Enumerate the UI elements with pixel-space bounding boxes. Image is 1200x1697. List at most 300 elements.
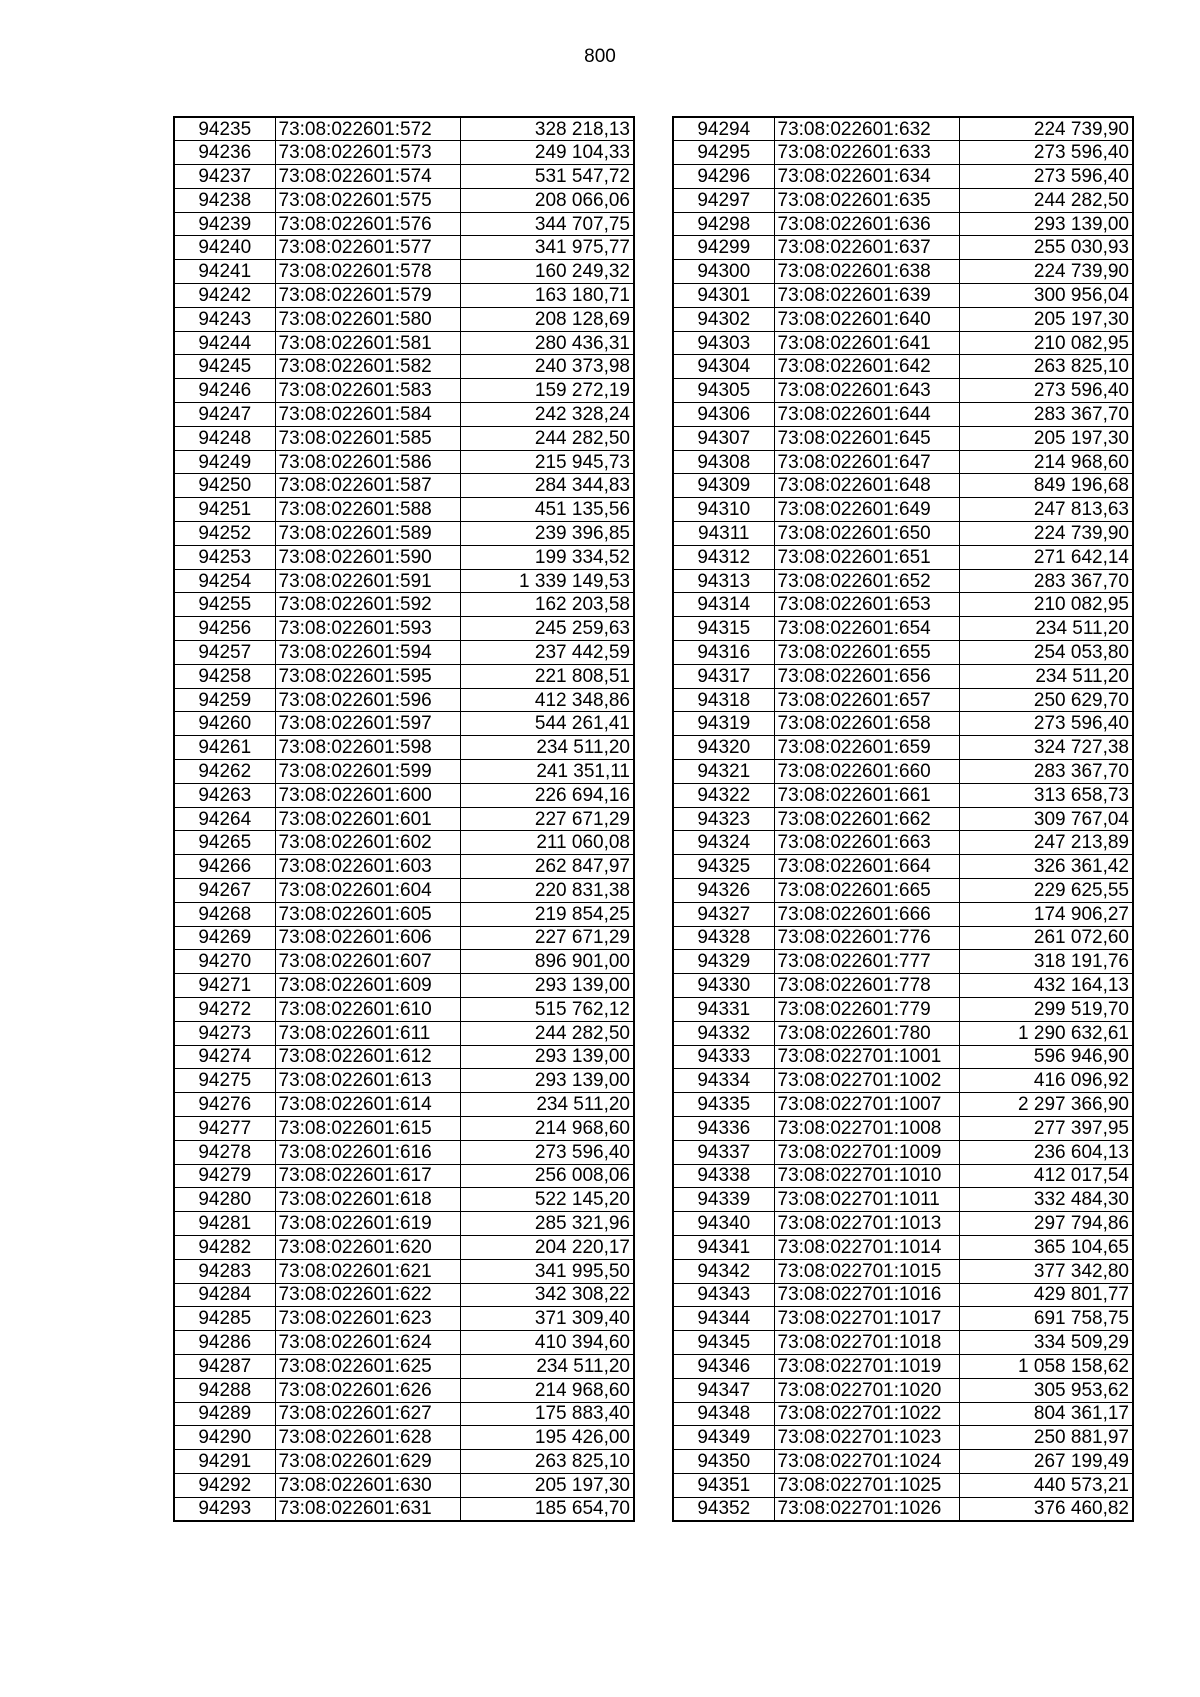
table-row bbox=[174, 331, 634, 355]
value-cell: 293 139,00 bbox=[959, 212, 1133, 236]
value-cell: 234 511,20 bbox=[959, 617, 1133, 641]
cadastral-number-cell: 73:08:022601:621 bbox=[275, 1259, 460, 1283]
value-cell: 261 072,60 bbox=[959, 926, 1133, 950]
value-cell: 1 339 149,53 bbox=[460, 569, 634, 593]
value-cell: 691 758,75 bbox=[959, 1307, 1133, 1331]
value-cell: 300 956,04 bbox=[959, 284, 1133, 308]
value-cell: 219 854,25 bbox=[460, 902, 634, 926]
table-row bbox=[174, 855, 634, 879]
value-cell: 208 128,69 bbox=[460, 307, 634, 331]
cadastral-number-cell: 73:08:022601:597 bbox=[275, 712, 460, 736]
value-cell: 204 220,17 bbox=[460, 1235, 634, 1259]
value-cell: 285 321,96 bbox=[460, 1212, 634, 1236]
cadastral-number-cell: 73:08:022701:1025 bbox=[774, 1473, 959, 1497]
table-row bbox=[174, 450, 634, 474]
cadastral-number-cell: 73:08:022601:595 bbox=[275, 664, 460, 688]
cadastral-number-cell: 73:08:022601:573 bbox=[275, 141, 460, 165]
value-cell: 299 519,70 bbox=[959, 997, 1133, 1021]
row-number-cell: 94301 bbox=[673, 284, 774, 308]
table-row bbox=[673, 355, 1133, 379]
value-cell: 342 308,22 bbox=[460, 1283, 634, 1307]
cadastral-number-cell: 73:08:022601:578 bbox=[275, 260, 460, 284]
cadastral-number-cell: 73:08:022601:588 bbox=[275, 498, 460, 522]
cadastral-number-cell: 73:08:022601:666 bbox=[774, 902, 959, 926]
row-number-cell: 94304 bbox=[673, 355, 774, 379]
row-number-cell: 94288 bbox=[174, 1378, 275, 1402]
cadastral-number-cell: 73:08:022601:596 bbox=[275, 688, 460, 712]
cadastral-number-cell: 73:08:022601:624 bbox=[275, 1331, 460, 1355]
cadastral-number-cell: 73:08:022601:572 bbox=[275, 117, 460, 141]
cadastral-number-cell: 73:08:022601:656 bbox=[774, 664, 959, 688]
row-number-cell: 94320 bbox=[673, 736, 774, 760]
value-cell: 283 367,70 bbox=[959, 403, 1133, 427]
value-cell: 205 197,30 bbox=[460, 1473, 634, 1497]
row-number-cell: 94295 bbox=[673, 141, 774, 165]
row-number-cell: 94335 bbox=[673, 1093, 774, 1117]
cadastral-number-cell: 73:08:022601:637 bbox=[774, 236, 959, 260]
table-row bbox=[673, 593, 1133, 617]
table-row bbox=[673, 188, 1133, 212]
value-cell: 247 813,63 bbox=[959, 498, 1133, 522]
value-cell: 271 642,14 bbox=[959, 545, 1133, 569]
row-number-cell: 94249 bbox=[174, 450, 275, 474]
table-row bbox=[174, 831, 634, 855]
cadastral-number-cell: 73:08:022601:592 bbox=[275, 593, 460, 617]
cadastral-number-cell: 73:08:022601:638 bbox=[774, 260, 959, 284]
row-number-cell: 94336 bbox=[673, 1116, 774, 1140]
row-number-cell: 94247 bbox=[174, 403, 275, 427]
row-number-cell: 94236 bbox=[174, 141, 275, 165]
cadastral-number-cell: 73:08:022601:600 bbox=[275, 783, 460, 807]
table-row bbox=[673, 522, 1133, 546]
cadastral-number-cell: 73:08:022601:662 bbox=[774, 807, 959, 831]
table-row bbox=[673, 212, 1133, 236]
table-row bbox=[673, 831, 1133, 855]
row-number-cell: 94345 bbox=[673, 1331, 774, 1355]
value-cell: 227 671,29 bbox=[460, 926, 634, 950]
table-row bbox=[673, 1259, 1133, 1283]
table-row bbox=[673, 1307, 1133, 1331]
table-row bbox=[174, 593, 634, 617]
table-row bbox=[174, 1235, 634, 1259]
cadastral-number-cell: 73:08:022601:643 bbox=[774, 379, 959, 403]
value-cell: 240 373,98 bbox=[460, 355, 634, 379]
row-number-cell: 94259 bbox=[174, 688, 275, 712]
value-cell: 273 596,40 bbox=[460, 1140, 634, 1164]
table-row bbox=[673, 926, 1133, 950]
table-row bbox=[673, 760, 1133, 784]
row-number-cell: 94262 bbox=[174, 760, 275, 784]
page-number: 800 bbox=[584, 46, 616, 67]
table-row bbox=[174, 1378, 634, 1402]
row-number-cell: 94344 bbox=[673, 1307, 774, 1331]
table-row bbox=[673, 902, 1133, 926]
row-number-cell: 94329 bbox=[673, 950, 774, 974]
row-number-cell: 94331 bbox=[673, 997, 774, 1021]
value-cell: 451 135,56 bbox=[460, 498, 634, 522]
table-row bbox=[174, 236, 634, 260]
value-cell: 522 145,20 bbox=[460, 1188, 634, 1212]
table-row bbox=[673, 641, 1133, 665]
table-row bbox=[673, 736, 1133, 760]
value-cell: 239 396,85 bbox=[460, 522, 634, 546]
value-cell: 412 348,86 bbox=[460, 688, 634, 712]
value-cell: 224 739,90 bbox=[959, 522, 1133, 546]
table-row bbox=[673, 117, 1133, 141]
cadastral-number-cell: 73:08:022601:615 bbox=[275, 1116, 460, 1140]
cadastral-number-cell: 73:08:022601:650 bbox=[774, 522, 959, 546]
value-cell: 515 762,12 bbox=[460, 997, 634, 1021]
cadastral-number-cell: 73:08:022601:614 bbox=[275, 1093, 460, 1117]
cadastral-number-cell: 73:08:022601:585 bbox=[275, 426, 460, 450]
value-cell: 277 397,95 bbox=[959, 1116, 1133, 1140]
row-number-cell: 94303 bbox=[673, 331, 774, 355]
value-cell: 205 197,30 bbox=[959, 307, 1133, 331]
cadastral-number-cell: 73:08:022601:577 bbox=[275, 236, 460, 260]
cadastral-number-cell: 73:08:022601:636 bbox=[774, 212, 959, 236]
value-cell: 174 906,27 bbox=[959, 902, 1133, 926]
value-cell: 160 249,32 bbox=[460, 260, 634, 284]
row-number-cell: 94292 bbox=[174, 1473, 275, 1497]
row-number-cell: 94317 bbox=[673, 664, 774, 688]
value-cell: 365 104,65 bbox=[959, 1235, 1133, 1259]
row-number-cell: 94305 bbox=[673, 379, 774, 403]
row-number-cell: 94324 bbox=[673, 831, 774, 855]
table-row bbox=[174, 617, 634, 641]
value-cell: 896 901,00 bbox=[460, 950, 634, 974]
cadastral-number-cell: 73:08:022601:659 bbox=[774, 736, 959, 760]
cadastral-number-cell: 73:08:022601:648 bbox=[774, 474, 959, 498]
cadastral-number-cell: 73:08:022701:1015 bbox=[774, 1259, 959, 1283]
cadastral-number-cell: 73:08:022601:617 bbox=[275, 1164, 460, 1188]
table-row bbox=[673, 450, 1133, 474]
cadastral-number-cell: 73:08:022601:618 bbox=[275, 1188, 460, 1212]
table-row bbox=[174, 1164, 634, 1188]
table-row bbox=[673, 569, 1133, 593]
row-number-cell: 94297 bbox=[673, 188, 774, 212]
table-row bbox=[174, 1307, 634, 1331]
row-number-cell: 94260 bbox=[174, 712, 275, 736]
table-row bbox=[673, 1378, 1133, 1402]
row-number-cell: 94275 bbox=[174, 1069, 275, 1093]
cadastral-number-cell: 73:08:022701:1007 bbox=[774, 1093, 959, 1117]
value-cell: 544 261,41 bbox=[460, 712, 634, 736]
row-number-cell: 94267 bbox=[174, 879, 275, 903]
row-number-cell: 94238 bbox=[174, 188, 275, 212]
table-row bbox=[673, 1283, 1133, 1307]
cadastral-number-cell: 73:08:022601:575 bbox=[275, 188, 460, 212]
table-row bbox=[174, 569, 634, 593]
table-row bbox=[673, 1354, 1133, 1378]
value-cell: 234 511,20 bbox=[460, 1093, 634, 1117]
row-number-cell: 94316 bbox=[673, 641, 774, 665]
table-row bbox=[174, 522, 634, 546]
cadastral-number-cell: 73:08:022601:629 bbox=[275, 1450, 460, 1474]
row-number-cell: 94313 bbox=[673, 569, 774, 593]
table-row bbox=[174, 1140, 634, 1164]
table-row bbox=[174, 1212, 634, 1236]
table-row bbox=[673, 141, 1133, 165]
cadastral-number-cell: 73:08:022601:644 bbox=[774, 403, 959, 427]
table-row bbox=[174, 807, 634, 831]
row-number-cell: 94266 bbox=[174, 855, 275, 879]
cadastral-number-cell: 73:08:022601:584 bbox=[275, 403, 460, 427]
cadastral-number-cell: 73:08:022601:630 bbox=[275, 1473, 460, 1497]
cadastral-number-cell: 73:08:022601:620 bbox=[275, 1235, 460, 1259]
value-cell: 244 282,50 bbox=[460, 1021, 634, 1045]
value-cell: 318 191,76 bbox=[959, 950, 1133, 974]
value-cell: 263 825,10 bbox=[460, 1450, 634, 1474]
value-cell: 234 511,20 bbox=[959, 664, 1133, 688]
value-cell: 313 658,73 bbox=[959, 783, 1133, 807]
row-number-cell: 94350 bbox=[673, 1450, 774, 1474]
cadastral-number-cell: 73:08:022601:780 bbox=[774, 1021, 959, 1045]
table-row bbox=[174, 1426, 634, 1450]
value-cell: 376 460,82 bbox=[959, 1497, 1133, 1521]
cadastral-number-cell: 73:08:022601:611 bbox=[275, 1021, 460, 1045]
value-cell: 283 367,70 bbox=[959, 569, 1133, 593]
row-number-cell: 94244 bbox=[174, 331, 275, 355]
row-number-cell: 94245 bbox=[174, 355, 275, 379]
row-number-cell: 94294 bbox=[673, 117, 774, 141]
row-number-cell: 94250 bbox=[174, 474, 275, 498]
value-cell: 255 030,93 bbox=[959, 236, 1133, 260]
row-number-cell: 94340 bbox=[673, 1212, 774, 1236]
row-number-cell: 94286 bbox=[174, 1331, 275, 1355]
row-number-cell: 94332 bbox=[673, 1021, 774, 1045]
value-cell: 162 203,58 bbox=[460, 593, 634, 617]
table-row bbox=[673, 331, 1133, 355]
value-cell: 221 808,51 bbox=[460, 664, 634, 688]
cadastral-number-cell: 73:08:022601:601 bbox=[275, 807, 460, 831]
row-number-cell: 94298 bbox=[673, 212, 774, 236]
row-number-cell: 94281 bbox=[174, 1212, 275, 1236]
row-number-cell: 94277 bbox=[174, 1116, 275, 1140]
table-row bbox=[174, 474, 634, 498]
value-cell: 220 831,38 bbox=[460, 879, 634, 903]
row-number-cell: 94242 bbox=[174, 284, 275, 308]
cadastral-number-cell: 73:08:022601:613 bbox=[275, 1069, 460, 1093]
table-row bbox=[174, 165, 634, 189]
table-row bbox=[673, 617, 1133, 641]
value-cell: 273 596,40 bbox=[959, 379, 1133, 403]
cadastral-number-cell: 73:08:022601:602 bbox=[275, 831, 460, 855]
table-row bbox=[174, 545, 634, 569]
row-number-cell: 94346 bbox=[673, 1354, 774, 1378]
table-row bbox=[174, 1093, 634, 1117]
table-row bbox=[174, 141, 634, 165]
value-cell: 227 671,29 bbox=[460, 807, 634, 831]
cadastral-number-cell: 73:08:022601:587 bbox=[275, 474, 460, 498]
cadastral-number-cell: 73:08:022601:619 bbox=[275, 1212, 460, 1236]
row-number-cell: 94287 bbox=[174, 1354, 275, 1378]
table-row bbox=[174, 284, 634, 308]
value-cell: 334 509,29 bbox=[959, 1331, 1133, 1355]
value-cell: 210 082,95 bbox=[959, 593, 1133, 617]
row-number-cell: 94285 bbox=[174, 1307, 275, 1331]
table-row bbox=[673, 1235, 1133, 1259]
cadastral-number-cell: 73:08:022601:623 bbox=[275, 1307, 460, 1331]
row-number-cell: 94349 bbox=[673, 1426, 774, 1450]
row-number-cell: 94273 bbox=[174, 1021, 275, 1045]
cadastral-number-cell: 73:08:022601:580 bbox=[275, 307, 460, 331]
value-cell: 410 394,60 bbox=[460, 1331, 634, 1355]
table-row bbox=[174, 307, 634, 331]
table-row bbox=[174, 902, 634, 926]
value-cell: 263 825,10 bbox=[959, 355, 1133, 379]
row-number-cell: 94352 bbox=[673, 1497, 774, 1521]
cadastral-number-cell: 73:08:022601:574 bbox=[275, 165, 460, 189]
table-row bbox=[673, 664, 1133, 688]
value-cell: 309 767,04 bbox=[959, 807, 1133, 831]
value-cell: 273 596,40 bbox=[959, 712, 1133, 736]
table-row bbox=[673, 1212, 1133, 1236]
cadastral-number-cell: 73:08:022601:779 bbox=[774, 997, 959, 1021]
cadastral-number-cell: 73:08:022601:610 bbox=[275, 997, 460, 1021]
table-row bbox=[174, 1497, 634, 1521]
row-number-cell: 94308 bbox=[673, 450, 774, 474]
table-row bbox=[174, 379, 634, 403]
value-cell: 241 351,11 bbox=[460, 760, 634, 784]
table-row bbox=[174, 426, 634, 450]
value-cell: 229 625,55 bbox=[959, 879, 1133, 903]
table-row bbox=[174, 641, 634, 665]
row-number-cell: 94278 bbox=[174, 1140, 275, 1164]
cadastral-number-cell: 73:08:022701:1009 bbox=[774, 1140, 959, 1164]
table-row bbox=[673, 545, 1133, 569]
table-row bbox=[174, 355, 634, 379]
value-cell: 293 139,00 bbox=[460, 974, 634, 998]
value-cell: 284 344,83 bbox=[460, 474, 634, 498]
value-cell: 328 218,13 bbox=[460, 117, 634, 141]
table-row bbox=[174, 1188, 634, 1212]
cadastral-number-cell: 73:08:022601:642 bbox=[774, 355, 959, 379]
table-row bbox=[673, 236, 1133, 260]
value-cell: 247 213,89 bbox=[959, 831, 1133, 855]
value-cell: 250 881,97 bbox=[959, 1426, 1133, 1450]
table-row bbox=[174, 188, 634, 212]
table-row bbox=[174, 760, 634, 784]
value-cell: 262 847,97 bbox=[460, 855, 634, 879]
row-number-cell: 94342 bbox=[673, 1259, 774, 1283]
row-number-cell: 94282 bbox=[174, 1235, 275, 1259]
value-cell: 293 139,00 bbox=[460, 1069, 634, 1093]
row-number-cell: 94263 bbox=[174, 783, 275, 807]
table-row bbox=[673, 1426, 1133, 1450]
value-cell: 159 272,19 bbox=[460, 379, 634, 403]
value-cell: 205 197,30 bbox=[959, 426, 1133, 450]
row-number-cell: 94239 bbox=[174, 212, 275, 236]
value-cell: 249 104,33 bbox=[460, 141, 634, 165]
cadastral-number-cell: 73:08:022601:652 bbox=[774, 569, 959, 593]
table-row bbox=[673, 1402, 1133, 1426]
row-number-cell: 94289 bbox=[174, 1402, 275, 1426]
table-row bbox=[174, 260, 634, 284]
value-cell: 244 282,50 bbox=[460, 426, 634, 450]
cadastral-number-cell: 73:08:022601:604 bbox=[275, 879, 460, 903]
cadastral-number-cell: 73:08:022701:1010 bbox=[774, 1164, 959, 1188]
cadastral-number-cell: 73:08:022601:594 bbox=[275, 641, 460, 665]
table-row bbox=[673, 1045, 1133, 1069]
row-number-cell: 94299 bbox=[673, 236, 774, 260]
table-row bbox=[174, 1116, 634, 1140]
value-cell: 849 196,68 bbox=[959, 474, 1133, 498]
row-number-cell: 94272 bbox=[174, 997, 275, 1021]
row-number-cell: 94283 bbox=[174, 1259, 275, 1283]
value-cell: 214 968,60 bbox=[460, 1378, 634, 1402]
table-row bbox=[174, 1069, 634, 1093]
row-number-cell: 94321 bbox=[673, 760, 774, 784]
row-number-cell: 94290 bbox=[174, 1426, 275, 1450]
row-number-cell: 94309 bbox=[673, 474, 774, 498]
cadastral-number-cell: 73:08:022701:1002 bbox=[774, 1069, 959, 1093]
cadastral-number-cell: 73:08:022701:1018 bbox=[774, 1331, 959, 1355]
table-row bbox=[673, 974, 1133, 998]
value-cell: 273 596,40 bbox=[959, 141, 1133, 165]
cadastral-number-cell: 73:08:022701:1013 bbox=[774, 1212, 959, 1236]
cadastral-number-cell: 73:08:022601:635 bbox=[774, 188, 959, 212]
cadastral-table-right bbox=[672, 116, 1134, 1522]
value-cell: 377 342,80 bbox=[959, 1259, 1133, 1283]
table-row bbox=[174, 1021, 634, 1045]
table-row bbox=[174, 664, 634, 688]
cadastral-number-cell: 73:08:022601:664 bbox=[774, 855, 959, 879]
cadastral-number-cell: 73:08:022601:606 bbox=[275, 926, 460, 950]
row-number-cell: 94257 bbox=[174, 641, 275, 665]
row-number-cell: 94291 bbox=[174, 1450, 275, 1474]
cadastral-number-cell: 73:08:022601:665 bbox=[774, 879, 959, 903]
row-number-cell: 94311 bbox=[673, 522, 774, 546]
row-number-cell: 94351 bbox=[673, 1473, 774, 1497]
table-row bbox=[174, 997, 634, 1021]
row-number-cell: 94319 bbox=[673, 712, 774, 736]
row-number-cell: 94241 bbox=[174, 260, 275, 284]
row-number-cell: 94343 bbox=[673, 1283, 774, 1307]
table-row bbox=[174, 403, 634, 427]
value-cell: 324 727,38 bbox=[959, 736, 1133, 760]
table-row bbox=[673, 1069, 1133, 1093]
value-cell: 326 361,42 bbox=[959, 855, 1133, 879]
value-cell: 341 975,77 bbox=[460, 236, 634, 260]
cadastral-number-cell: 73:08:022601:582 bbox=[275, 355, 460, 379]
table-row bbox=[673, 498, 1133, 522]
cadastral-number-cell: 73:08:022601:579 bbox=[275, 284, 460, 308]
value-cell: 531 547,72 bbox=[460, 165, 634, 189]
cadastral-number-cell: 73:08:022601:655 bbox=[774, 641, 959, 665]
table-row bbox=[673, 1497, 1133, 1521]
table-row bbox=[673, 1331, 1133, 1355]
table-row bbox=[174, 1473, 634, 1497]
table-row bbox=[673, 997, 1133, 1021]
cadastral-number-cell: 73:08:022601:622 bbox=[275, 1283, 460, 1307]
value-cell: 195 426,00 bbox=[460, 1426, 634, 1450]
cadastral-number-cell: 73:08:022601:590 bbox=[275, 545, 460, 569]
table-row bbox=[174, 1259, 634, 1283]
table-row bbox=[174, 1402, 634, 1426]
value-cell: 432 164,13 bbox=[959, 974, 1133, 998]
row-number-cell: 94306 bbox=[673, 403, 774, 427]
table-row bbox=[174, 950, 634, 974]
row-number-cell: 94252 bbox=[174, 522, 275, 546]
row-number-cell: 94338 bbox=[673, 1164, 774, 1188]
cadastral-number-cell: 73:08:022601:641 bbox=[774, 331, 959, 355]
value-cell: 1 058 158,62 bbox=[959, 1354, 1133, 1378]
row-number-cell: 94258 bbox=[174, 664, 275, 688]
value-cell: 224 739,90 bbox=[959, 117, 1133, 141]
row-number-cell: 94339 bbox=[673, 1188, 774, 1212]
value-cell: 429 801,77 bbox=[959, 1283, 1133, 1307]
row-number-cell: 94235 bbox=[174, 117, 275, 141]
